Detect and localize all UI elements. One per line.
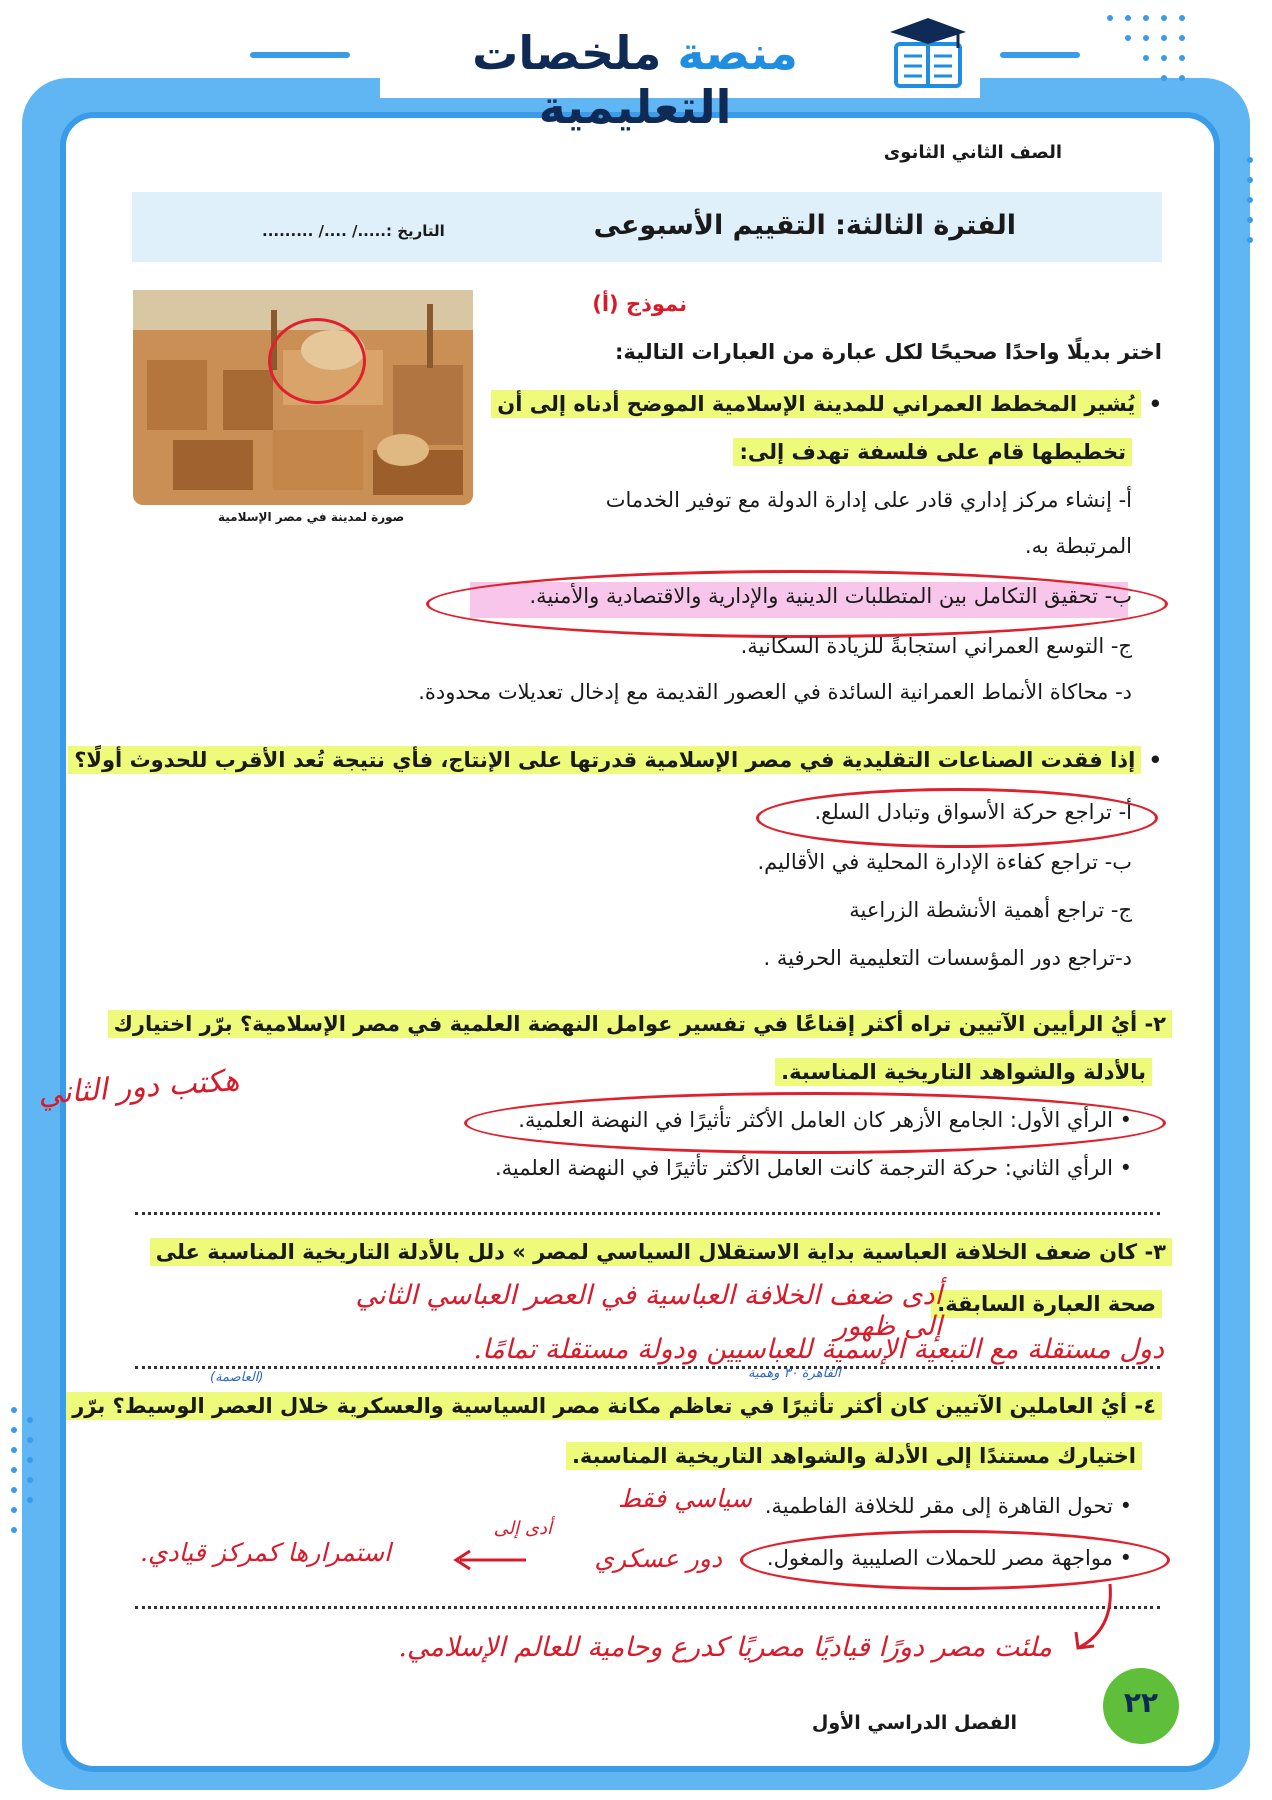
q2-option-b[interactable]: ب- تراجع كفاءة الإدارة المحلية في الأقاليم. <box>757 850 1132 874</box>
q5-blue-note-2: القاهرة ٣٠ وهمية <box>748 1366 841 1381</box>
separator-2 <box>135 1366 1160 1369</box>
decor-dots-icon <box>1100 10 1200 86</box>
grade-label: الصف الثاني الثانوى <box>883 142 1062 163</box>
header-line-left <box>250 52 350 58</box>
q2-option-d[interactable]: د-تراجع دور المؤسسات التعليمية الحرفية . <box>763 946 1132 970</box>
q4-stem-line1: ٣- كان ضعف الخلافة العباسية بداية الاستقلال السياسي لمصر » دلل بالأدلة التاريخية المناسبة على <box>150 1240 1172 1264</box>
platform-name-accent: منصة <box>677 26 798 80</box>
q5-hand-military: دور عسكري <box>594 1544 722 1573</box>
header-line-right <box>1000 52 1080 58</box>
q5-stem-line2: اختيارك مستندًا إلى الأدلة والشواهد التاريخية المناسبة. <box>566 1444 1142 1468</box>
q5-factor-2[interactable]: • مواجهة مصر للحملات الصليبية والمغول. <box>766 1546 1132 1570</box>
page-number: ٢٢ <box>1123 1686 1159 1719</box>
q1-option-c[interactable]: ج- التوسع العمراني استجابةً للزيادة السكانية. <box>740 634 1132 658</box>
q3-stem-line1: ٢- أيُ الرأيين الآتيين تراه أكثر إقناعًا في تفسير عوامل النهضة العلمية في مصر الإسلامية؟ برّر اختيارك <box>108 1012 1172 1036</box>
q5-factor-1[interactable]: • تحول القاهرة إلى مقر للخلافة الفاطمية. <box>764 1494 1132 1518</box>
separator-1 <box>135 1212 1160 1215</box>
q3-handwritten-note: هكتب دور الثاني <box>37 1063 241 1112</box>
q5-conclusion-arrow-icon <box>1070 1580 1130 1660</box>
q5-hand-political: سياسي فقط <box>617 1484 752 1513</box>
q1-stem-line1: • يُشير المخطط العمراني للمدينة الإسلامية الموضح أدناه إلى أن <box>491 392 1162 416</box>
date-field[interactable]: التاريخ :...../ ..../ ......... <box>262 222 445 240</box>
model-label: نموذج (أ) <box>592 292 687 316</box>
image-caption: صورة لمدينة في مصر الإسلامية <box>218 510 405 524</box>
side-dots-right-icon <box>1240 150 1270 270</box>
q4-stem-line2: صحة العبارة السابقة. <box>931 1292 1162 1316</box>
q2-stem: • إذا فقدت الصناعات التقليدية في مصر الإسلامية قدرتها على الإنتاج، فأي نتيجة تُعد الأقرب للحدوث أولًا؟ <box>68 748 1162 772</box>
instruction-text: اختر بديلًا واحدًا صحيحًا لكل عبارة من العبارات التالية: <box>615 340 1162 364</box>
q5-blue-note-1: (العاصمة) <box>210 1370 264 1385</box>
q1-option-d[interactable]: د- محاكاة الأنماط العمرانية السائدة في العصور القديمة مع إدخال تعديلات محدودة. <box>418 680 1132 704</box>
q5-arrow-icon <box>450 1548 530 1572</box>
side-dots-icon <box>4 1400 40 1590</box>
q1-option-b[interactable]: ب- تحقيق التكامل بين المتطلبات الدينية والإدارية والاقتصادية والأمنية. <box>529 584 1132 608</box>
q3-answer-circle-mark <box>464 1092 1166 1154</box>
q2-option-a[interactable]: أ- تراجع حركة الأسواق وتبادل السلع. <box>814 800 1132 824</box>
q5-stem-line1: ٤- أيُ العاملين الآتيين كان أكثر تأثيرًا في تعاظم مكانة مصر السياسية والعسكرية خلال العصر الوسيط؟ برّر <box>66 1394 1162 1418</box>
q1-answer-circle-mark <box>426 570 1168 638</box>
q3-view-1[interactable]: • الرأي الأول: الجامع الأزهر كان العامل الأكثر تأثيرًا في النهضة العلمية. <box>518 1108 1132 1132</box>
q1-option-a-line2: المرتبطة به. <box>1024 534 1132 558</box>
q3-view-2[interactable]: • الرأي الثاني: حركة الترجمة كانت العامل الأكثر تأثيرًا في النهضة العلمية. <box>494 1156 1132 1180</box>
q1-stem-line2: تخطيطها قام على فلسفة تهدف إلى: <box>733 440 1132 464</box>
q4-handwritten-answer-line2: دول مستقلة مع التبعية الإسمية للعباسيين ودولة مستقلة تمامًا. <box>473 1334 1164 1365</box>
q1-option-a-line1[interactable]: أ- إنشاء مركز إداري قادر على إدارة الدولة مع توفير الخدمات <box>605 488 1132 512</box>
q4-handwritten-answer-line1: أدى ضعف الخلافة العباسية في العصر العباسي الثاني إلى ظهور <box>355 1280 942 1342</box>
q2-option-c[interactable]: ج- تراجع أهمية الأنشطة الزراعية <box>849 898 1132 922</box>
book-cap-logo-icon <box>886 14 970 92</box>
q5-hand-result: استمرارها كمركز قيادي. <box>140 1538 392 1567</box>
q5-hand-conclusion: ملئت مصر دورًا قياديًا مصريًا كدرع وحامية للعالم الإسلامي. <box>398 1632 1052 1663</box>
platform-name-main: ملخصات التعليمية <box>472 26 732 134</box>
q2-answer-circle-mark <box>756 788 1158 848</box>
section-title: الفترة الثالثة: التقييم الأسبوعى <box>593 210 1016 241</box>
separator-3 <box>135 1606 1160 1609</box>
term-label: الفصل الدراسي الأول <box>811 1712 1017 1734</box>
image-mosque-circle-mark <box>268 318 366 404</box>
q5-hand-led: أدى إلى <box>493 1518 552 1539</box>
q3-stem-line2: بالأدلة والشواهد التاريخية المناسبة. <box>775 1060 1152 1084</box>
platform-title <box>395 26 875 134</box>
